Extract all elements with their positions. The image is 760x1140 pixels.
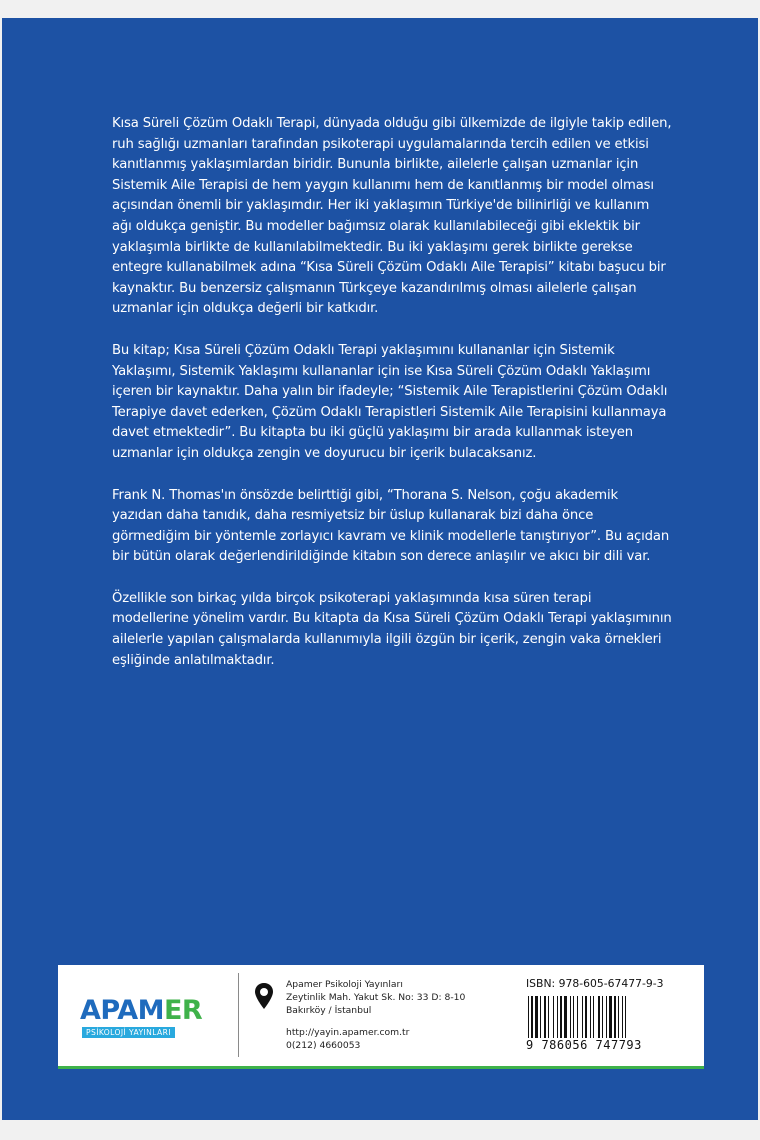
publisher-name: Apamer Psikoloji Yayınları (286, 979, 403, 990)
publisher-logo (80, 995, 220, 1045)
barcode (526, 996, 662, 1040)
blurb-paragraph-3: Frank N. Thomas'ın önsözde belirttiği gibi, “Thorana S. Nelson, çoğu akademik yazıdan daha tanıdık, daha resmiyetsiz bir üslup kullanarak bizi daha önce görmediğim bir yöntemle zorlayıcı kavram ve klinik modellerle tanıştırıyor”. Bu açıdan bir bütün olarak değerlendirildiğinde kitabın son derece anlaşılır ve akıcı bir dili var. (112, 487, 670, 565)
isbn-label: ISBN: 978-605-67477-9-3 (526, 977, 664, 990)
publisher-address-line-2: Bakırköy / İstanbul (286, 1005, 372, 1016)
blurb-paragraph-4: Özellikle son birkaç yılda birçok psikoterapi yaklaşımında kısa süren terapi modellerine yönelim vardır. Bu kitapta da Kısa Süreli Çözüm Odaklı Terapi yaklaşımının ailelerle yapılan çalışmalarda kullanımıyla ilgili özgün bir içerik, zengin vaka örnekleri eşliğinde anlatılmaktadır. (112, 590, 672, 668)
barcode-digits: 9 786056 747793 (526, 1038, 642, 1052)
panel-divider (238, 973, 239, 1057)
publisher-website: http://yayin.apamer.com.tr (286, 1027, 410, 1038)
isbn-block (526, 977, 696, 1052)
book-back-cover (2, 18, 758, 1120)
publisher-phone: 0(212) 4660053 (286, 1040, 361, 1051)
blurb (112, 114, 672, 692)
logo-wordmark: APAMER (80, 995, 203, 1026)
publisher-panel (58, 965, 704, 1069)
blurb-paragraph-2: Bu kitap; Kısa Süreli Çözüm Odaklı Terapi yaklaşımını kullananlar için Sistemik Yaklaşımı, Sistemik Yaklaşımı kullananlar için ise Kısa Süreli Çözüm Odaklı Yaklaşımı içeren bir kaynaktır. Daha yalın bir ifadeyle; “Sistemik Aile Terapistlerini Çözüm Odaklı Terapiye davet ederken, Çözüm Odaklı Terapistleri Sistemik Aile Terapisini kullanmaya davet etmektedir”. Bu kitapta bu iki güçlü yaklaşımı bir arada kullanmak isteyen uzmanlar için oldukça zengin ve doyurucu bir içerik bulacaksanız. (112, 342, 668, 461)
publisher-info (286, 978, 514, 1052)
blurb-paragraph-1: Kısa Süreli Çözüm Odaklı Terapi, dünyada olduğu gibi ülkemizde de ilgiyle takip edilen, ruh sağlığı uzmanları tarafından psikoterapi uygulamalarında tercih edilen ve etkisi kanıtlanmış yaklaşımlardan biridir. Bununla birlikte, ailelerle çalışan uzmanlar için Sistemik Aile Terapisi de hem yaygın kullanımı hem de kanıtlanmış bir model olması açısından önemli bir yaklaşımdır. Her iki yaklaşımın Türkiye'de bilinirliği ve kullanım ağı oldukça geniştir. Bu modeller bağımsız olarak kullanılabileceği gibi eklektik bir yaklaşımla birlikte de kullanılabilmektedir. Bu iki yaklaşımı gerek birlikte gerekse entegre kullanabilmek adına “Kısa Süreli Çözüm Odaklı Aile Terapisi” kitabı başucu bir kaynaktır. Bu benzersiz çalışmanın Türkçeye kazandırılmış olması ailelerle çalışan uzmanlar için oldukça değerli bir katkıdır. (112, 116, 672, 317)
logo-subtitle: PSİKOLOJİ YAYINLARI (82, 1027, 175, 1038)
publisher-address-line-1: Zeytinlik Mah. Yakut Sk. No: 33 D: 8-10 (286, 992, 466, 1003)
location-pin-icon (254, 982, 274, 1010)
